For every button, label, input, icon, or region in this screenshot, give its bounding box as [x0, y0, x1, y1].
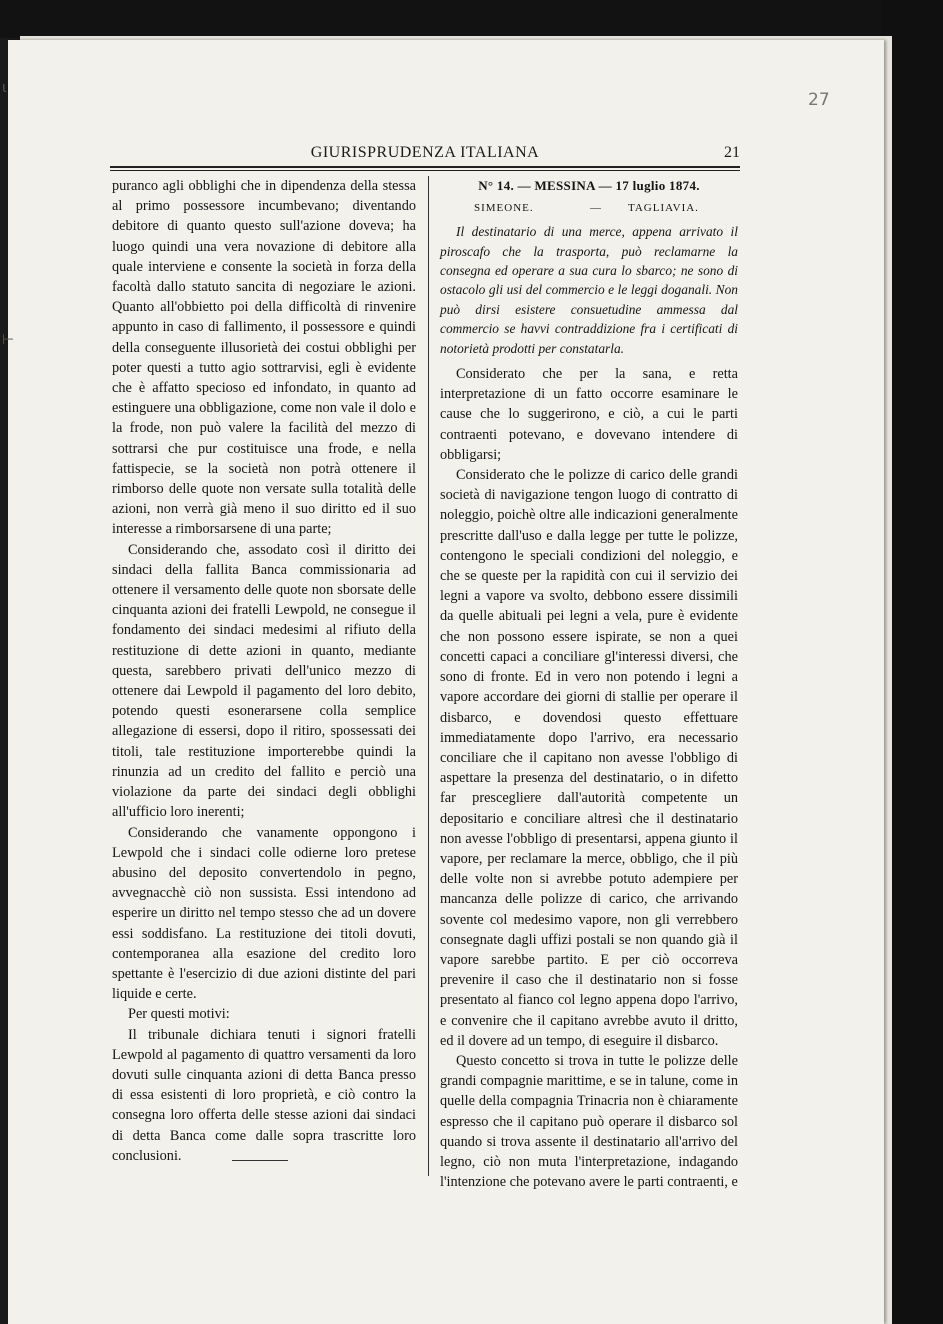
left-column	[112, 176, 416, 1166]
case-summary: Il destinatario di una merce, appena arrivato il piroscafo che la trasporta, può reclamarne la consegna ed operare a sua cura lo sbarco; ne sono di ostacolo gli usi del commercio e le leggi doganali. Non può dirsi esistere consuetudine ammessa dal commercio se havvi contraddizione fra i certificati di notorietà prodotti per constatarla.	[440, 224, 738, 356]
scan-background-top	[0, 0, 943, 38]
paragraph: Il tribunale dichiara tenuti i signori fratelli Lewpold al pagamento di quattro versamenti da loro dovuti sulle cinquanta azioni di detta Banca presso di essa esistenti di loro proprietà, e ciò contro la consegna loro offerta delle stesse azioni dai sindaci di detta Banca come dalle sopra trascritte loro conclusioni.	[112, 1026, 416, 1164]
section-end-rule	[232, 1160, 288, 1161]
header-rule	[110, 166, 740, 168]
case-parties	[440, 198, 738, 218]
right-column	[440, 176, 738, 1192]
party-left: SIMEONE.	[474, 202, 534, 215]
paragraph: Considerato che le polizze di carico delle grandi società di navigazione tengon luogo di contratto di noleggio, poichè oltre alle indicazioni generalmente prescritte dall'uso e dalla legge per tutte le polizze, contengono le speciali condizioni del noleggio, e che se queste per la rapidità con cui il servizio dei legni a vapore va svolto, debbono essere dissimili da quelle abituali pei legni a vela, pure è evidente che non possono essere ispirate, se non a quei concetti capaci a conciliare gl'interessi diversi, che sono di fronte. Ed in vero non potendo i legni a vapore accordare dei giorni di stallie per operare il disbarco, e dovendosi questo effettuare immediatamente dopo l'arrivo, era necessario conciliare che il capitano non avesse l'obbligo di aspettare la presenza del destinatario, o in difetto far prescegliere dall'autorità competente un depositario e conciliare altresì che il destinatario non avesse l'obbligo di presentarsi, appena giunto il vapore, per reclamare la merce, obbligo, che il più delle volte non si avrebbe potuto adempiere per mancanza delle polizze di carico, che arrivando sovente col medesimo vapore, non gli verrebbero consegnate dagli uffizi postali se non quando già il vapore sarebbe partito. E per ciò occorreva prevenire il caso che il destinatario non si fosse presentato al fianco col legno appena dopo l'arrivo, e convenire che il capitano avrebbe avuto il dritto, ed il dovere ad un tempo, di eseguire il disbarco.	[440, 467, 738, 1049]
header-page-number: 21	[724, 144, 740, 161]
party-right: TAGLIAVIA.	[628, 202, 699, 215]
paragraph: Per questi motivi:	[128, 1006, 230, 1023]
paragraph: Questo concetto si trova in tutte le polizze delle grandi compagnie marittime, e se in talune, come in quelle della compagnia Trinacria non è chiaramente espresso che il capitano può operare il disbarco sol quando si trova assente il destinatario all'arrivo del legno, ciò non muta l'interpretazione, indagando l'intenzione che potevano avere le parti contraenti, e	[440, 1052, 738, 1191]
party-separator: —	[590, 202, 602, 215]
paragraph: Considerando che vanamente oppongono i Lewpold che i sindaci colle odierne loro pretese abusino del deposito convertendolo in pegno, avvegnacchè ciò non sussista. Essi intendono ad esperire un diritto nel tempo stesso che ad un dovere essi soddisfano. La restituzione dei titoli dovuti, contemporanea alla esazione del credito loro spettante è l'esercizio di due azioni distinte del pari liquide e certe.	[112, 824, 416, 1003]
margin-mark: ι	[2, 80, 7, 96]
paragraph: Considerato che per la sana, e retta interpretazione di un fatto occorre esaminare le cause che lo suggerirono, e ciò, a cui le parti contraenti potevano, e dovevano intendere di obbligarsi;	[440, 366, 738, 463]
header-rule-thin	[110, 170, 740, 171]
paragraph: puranco agli obblighi che in dipendenza della stessa al primo possessore incumbevano; diventando debitore di quanto questo sull'azione doveva; ha luogo quindi una vera novazione di debitore alla quale interviene e consente la società in forza della facoltà dallo statuto sancita di negoziare le azioni. Quanto all'obbietto poi della difficoltà di rinvenire appunto in caso di fallimento, il possessore e quindi della conseguente illusorietà dei costui obblighi per poter questi a tutto agio sottrarvisi, egli è evidente che è affatto specioso ed infondato, in quanto ad estinguere una obbligazione, come non vale il dolo e la frode, non può valere la facilità del mezzo di sottrarsi che pur costituisce una frode, e nella fattispecie, se la società non potrà ottenere il rimborso delle quote non versate sulla totalità delle azioni, non verrà già meno il suo diritto ed il suo interesse a rimborsarsene di una parte;	[112, 178, 416, 538]
margin-mark: ⊢	[2, 332, 15, 348]
paragraph: Considerando che, assodato così il diritto dei sindaci della fallita Banca commissionaria ad ottenere il versamento delle quote non sborsate delle cinquanta azioni dei fratelli Lewpold, ne consegue il fondamento dei sindaci medesimi al rifiuto della restituzione di dette azioni in quanto, mediante questa, sarebbero privati dell'unico mezzo di ottenere dai Lewpold il pagamento del loro debito, potendo questi esonerarsene colla semplice allegazione di essersi, dopo il ritiro, spossessati dei titoli, tale restituzione importerebbe quindi la rinunzia ad un credito del fallito e perciò una violazione da parte dei sindaci degli obblighi all'ufficio loro inerenti;	[112, 541, 416, 821]
column-divider	[428, 176, 429, 1176]
running-header	[110, 144, 740, 164]
case-heading: N° 14. — MESSINA — 17 luglio 1874.	[478, 178, 700, 193]
pencil-page-number: 27	[808, 90, 830, 110]
header-title: GIURISPRUDENZA ITALIANA	[310, 144, 540, 161]
